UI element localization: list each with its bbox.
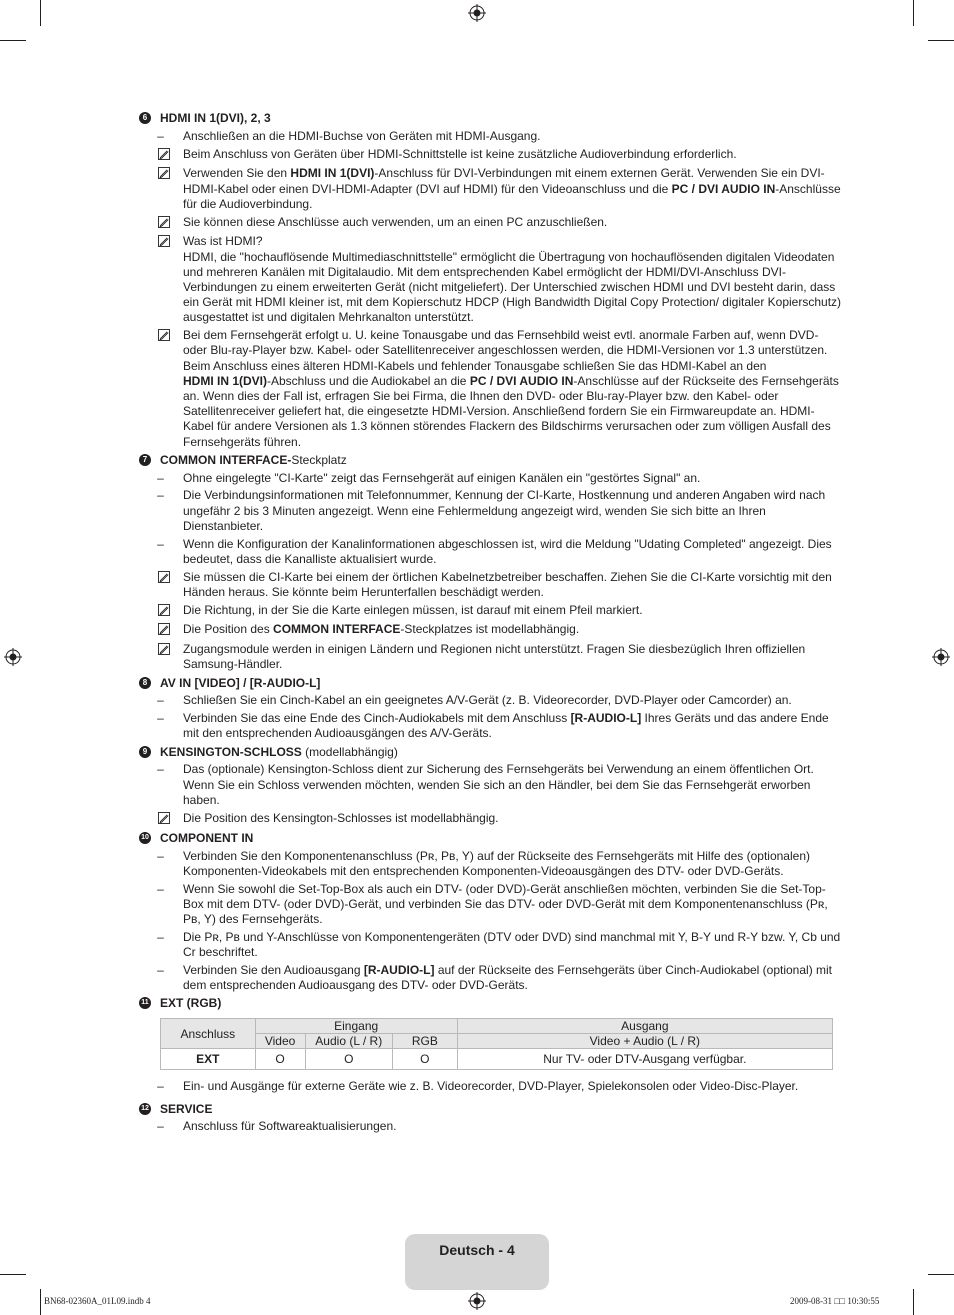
note-icon <box>158 604 170 616</box>
note-item <box>138 622 843 639</box>
section-number-badge: 12 <box>139 1103 151 1115</box>
note-icon <box>158 148 170 160</box>
section-number-badge: 7 <box>139 454 151 466</box>
table-cell-output: Nur TV- oder DTV-Ausgang verfügbar. <box>457 1049 832 1070</box>
list-item <box>138 471 843 486</box>
registration-mark-icon <box>468 4 486 22</box>
note-item <box>138 215 843 232</box>
dash-marker: – <box>157 881 164 896</box>
item-text: Anschließen an die HDMI-Buchse von Geräten mit HDMI-Ausgang. <box>183 128 541 143</box>
section-title: KENSINGTON-SCHLOSS (modellabhängig) <box>160 744 398 759</box>
note-icon <box>158 623 170 635</box>
list-item <box>138 537 843 567</box>
section-heading <box>138 453 843 468</box>
section-title: HDMI IN 1(DVI), 2, 3 <box>160 111 271 125</box>
list-item <box>138 129 843 144</box>
list-item <box>138 762 843 808</box>
note-item <box>138 603 843 620</box>
dash-marker: – <box>157 762 164 777</box>
bold-term: HDMI IN 1(DVI) <box>290 166 375 181</box>
item-text: Bei dem Fernsehgerät erfolgt u. U. keine Tonausgabe und das Fernsehbild weist evtl. anormale Farben auf, wenn DVD- oder Blu-ray-Player bzw. Kabel- oder Satellitenreceiver angeschlossen werden, die HDMI-Versionen vor 1.3 unterstützen. Beim Anschluss eines älteren HDMI-Kabels und fehlender Tonausgabe schließen Sie das HDMI-Kabel an den HDMI IN 1(DVI)-Abschluss und die Audiokabel an die PC / DVI AUDIO IN-Anschlüsse auf der Rückseite des Fernsehgeräts an. Wenn dies der Fall ist, erfragen Sie bei Firma, die Ihnen den DVD- oder Blu-ray-Player bzw. den Kabel- oder Satellitenreceiver geliefert hat, die eingesetzte HDMI-Version. Anschließend fordern Sie ein Firmwareupdate an. HDMI-Kabel für andere Versionen als 1.3 können störendes Flackern des Bildschirms verursachen oder zum völligen Ausfall des Fernsehgeräts führen. <box>183 328 839 449</box>
note-icon <box>158 167 170 179</box>
registration-mark-icon <box>4 648 22 666</box>
table-header-ausgang: Ausgang <box>457 1019 832 1034</box>
note-item <box>138 166 843 212</box>
section-heading <box>138 1102 843 1117</box>
note-icon <box>158 643 170 655</box>
crop-mark <box>913 0 914 26</box>
bold-term: [R-AUDIO-L] <box>570 711 642 726</box>
note-marker <box>138 234 183 251</box>
section-number-badge: 11 <box>139 997 151 1009</box>
print-slug-date: 2009-08-31 □□ 10:30:55 <box>790 1296 880 1306</box>
note-item <box>138 811 843 828</box>
crop-mark <box>928 40 954 41</box>
dash-marker: – <box>157 929 164 944</box>
item-text: Verwenden Sie den HDMI IN 1(DVI)-Anschluss für DVI-Verbindungen mit einem externen Gerät. Verwenden Sie ein DVI-HDMI-Kabel oder einen DVI-HDMI-Adapter (DVI auf HDMI) für den Videoanschluss und die PC / DVI AUDIO IN-Anschlüsse für die Audioverbindung. <box>183 166 841 211</box>
item-text: Das (optionale) Kensington-Schloss dient zur Sicherung des Fernsehgeräts bei Verwendung an einem öffentlichen Ort. Wenn Sie ein Schloss verwenden möchten, wenden Sie sich an den Händler, bei dem Sie das Fernsehgerät erworben haben. <box>183 762 814 807</box>
section-heading <box>138 831 843 846</box>
dash-marker: – <box>157 470 164 485</box>
bold-term: PC / DVI AUDIO IN <box>469 373 574 388</box>
list-item <box>138 488 843 534</box>
note-marker <box>138 642 183 659</box>
ext-rgb-table <box>160 1018 833 1070</box>
list-item <box>138 711 843 741</box>
note-item <box>138 147 843 164</box>
item-text: Ein- und Ausgänge für externe Geräte wie z. B. Videorecorder, DVD-Player, Spielekonsolen oder Video-Disc-Player. <box>183 1079 799 1094</box>
list-item <box>138 963 843 993</box>
crop-mark <box>913 1289 914 1315</box>
table-row-label: EXT <box>161 1049 256 1070</box>
section-number-badge: 10 <box>139 832 151 844</box>
note-item <box>138 328 843 450</box>
item-text: Die Richtung, in der Sie die Karte einlegen müssen, ist darauf mit einem Pfeil markiert. <box>183 602 643 617</box>
note-item <box>138 570 843 600</box>
list-item <box>138 1079 843 1094</box>
dash-marker: – <box>157 962 164 977</box>
item-text: Die Position des COMMON INTERFACE-Steckplatzes ist modellabhängig. <box>183 622 580 637</box>
section-title-suffix: (modellabhängig) <box>301 744 398 759</box>
section-title: AV IN [VIDEO] / [R-AUDIO-L] <box>160 675 321 690</box>
item-text: Die Position des Kensington-Schlosses ist modellabhängig. <box>183 810 499 825</box>
item-text: Verbinden Sie den Audioausgang [R-AUDIO-L] auf der Rückseite des Fernsehgeräts über Cinch-Audiokabel (optional) mit dem entsprechenden Audioausgang des DTV- oder DVD-Geräts. <box>183 962 833 993</box>
section-number-badge: 6 <box>139 112 151 124</box>
table-header-video: Video <box>255 1034 305 1049</box>
note-icon <box>158 235 170 247</box>
dash-marker: – <box>157 711 164 726</box>
section-number-badge: 9 <box>139 746 151 758</box>
note-item <box>138 234 843 325</box>
dash-marker: – <box>157 693 164 708</box>
section-title: SERVICE <box>160 1101 213 1116</box>
list-item <box>138 1119 843 1134</box>
section-title: COMPONENT IN <box>160 830 254 845</box>
item-text: Verbinden Sie das eine Ende des Cinch-Audiokabels mit dem Anschluss [R-AUDIO-L] Ihres Geräts und das andere Ende mit den entsprechenden Audioausgängen des A/V-Geräts. <box>183 711 829 741</box>
note-icon <box>158 329 170 341</box>
list-item <box>138 849 843 879</box>
list-item <box>138 882 843 928</box>
item-text: Die Verbindungsinformationen mit Telefonnummer, Kennung der CI-Karte, Hostkennung und anderen Angaben wird nach ungefähr 2 bis 3 Minuten angezeigt. Wenn eine Fehlermeldung angezeigt wird, wenden Sie sich bitte an Ihren Dienstanbieter. <box>183 488 826 533</box>
note-marker <box>138 215 183 232</box>
crop-mark <box>928 1274 954 1275</box>
item-text: Wenn die Konfiguration der Kanalinformationen abgeschlossen ist, wird die Meldung "Udating Completed" angezeigt. Dies bedeutet, dass die Kanalliste aktualisiert wurde. <box>183 536 832 566</box>
note-marker <box>138 328 183 345</box>
dash-marker: – <box>157 488 164 503</box>
bold-term: [R-AUDIO-L] <box>363 962 435 977</box>
note-item <box>138 642 843 672</box>
note-marker <box>138 603 183 620</box>
registration-mark-icon <box>468 1292 486 1310</box>
note-marker <box>138 570 183 587</box>
crop-mark <box>0 1274 26 1275</box>
table-header-eingang: Eingang <box>255 1019 457 1034</box>
section-title: EXT (RGB) <box>160 996 222 1011</box>
item-text: Zugangsmodule werden in einigen Ländern und Regionen nicht unterstützt. Fragen Sie diesbezüglich Ihren offiziellen Samsung-Händler. <box>183 642 806 672</box>
dash-marker: – <box>157 128 164 143</box>
note-marker <box>138 622 183 639</box>
item-text: Die Pʀ, Pʙ und Y-Anschlüsse von Komponentengeräten (DTV oder DVD) sind manchmal mit Y, B-Y und R-Y bzw. Y, Cb und Cr beschriftet. <box>183 929 841 960</box>
bold-term: PC / DVI AUDIO IN <box>671 181 776 196</box>
note-icon <box>158 216 170 228</box>
item-text: Schließen Sie ein Cinch-Kabel an ein geeignetes A/V-Gerät (z. B. Videorecorder, DVD-Player oder Camcorder) an. <box>183 693 792 708</box>
table-cell-rgb: O <box>393 1049 458 1070</box>
note-icon <box>158 812 170 824</box>
section-heading <box>138 996 843 1011</box>
dash-marker: – <box>157 1119 164 1134</box>
section-heading <box>138 676 843 691</box>
item-text: Beim Anschluss von Geräten über HDMI-Schnittstelle ist keine zusätzliche Audioverbindung erforderlich. <box>183 146 737 161</box>
item-text: Ohne eingelegte "CI-Karte" zeigt das Fernsehgerät auf einigen Kanälen ein "gestörtes Signal" an. <box>183 470 701 485</box>
table-header-rgb: RGB <box>393 1034 458 1049</box>
registration-mark-icon <box>932 648 950 666</box>
dash-marker: – <box>157 848 164 863</box>
print-slug-file: BN68-02360A_01L09.indb 4 <box>44 1296 151 1306</box>
crop-mark <box>40 1289 41 1315</box>
item-text: Was ist HDMI? HDMI, die "hochauflösende Multimediaschnittstelle" ermöglicht die Übertragung von hochauflösenden digitalen Videodaten und mehreren Kanälen mit Digitalaudio. Mit dem entsprechenden Kabel ermöglicht der HDMI/DVI-Anschluss DVI-Verbindungen zu einem erweiterten Gerät (nicht mitgeliefert). Der Unterschied zwischen HDMI und DVI besteht darin, dass ein Gerät mit HDMI kleiner ist, mit dem Kopierschutz HDCP (High Bandwidth Digital Copy Protection/ digitaler Kopierschutz) ausgestattet ist und digitalen Mehrkanalton unterstützt. <box>183 234 842 325</box>
section-title: COMMON INTERFACE-Steckplatz <box>160 452 347 467</box>
section-title-suffix: Steckplatz <box>291 452 347 467</box>
dash-marker: – <box>157 536 164 551</box>
note-marker <box>138 166 183 183</box>
item-text: Sie können diese Anschlüsse auch verwenden, um an einen PC anzuschließen. <box>183 214 608 229</box>
table-header-output: Video + Audio (L / R) <box>457 1034 832 1049</box>
section-number-badge: 8 <box>139 677 151 689</box>
crop-mark <box>0 40 26 41</box>
item-text: Wenn Sie sowohl die Set-Top-Box als auch ein DTV- (oder DVD)-Gerät anschließen möchten, verbinden Sie die Set-Top-Box mit dem DTV- (oder DVD)-Gerät, und verbinden Sie das DTV- oder DVD-Gerät mit dem Komponentenanschluss (Pʀ, Pʙ, Y) des Fernsehgeräts. <box>183 881 828 927</box>
section-heading <box>138 745 843 760</box>
note-marker <box>138 811 183 828</box>
page-number: Deutsch - 4 <box>439 1242 515 1258</box>
note-icon <box>158 571 170 583</box>
table-header-anschluss: Anschluss <box>161 1019 256 1049</box>
item-text: Verbinden Sie den Komponentenanschluss (Pʀ, Pʙ, Y) auf der Rückseite des Fernsehgeräts mit Hilfe des (optionalen) Komponenten-Videokabels mit den entsprechenden Komponenten-Videoausgängen des DTV- oder DVD-Geräts. <box>183 848 810 878</box>
item-text: Sie müssen die CI-Karte bei einem der örtlichen Kabelnetzbetreiber beschaffen. Ziehen Sie die CI-Karte vorsichtig mit den Händen heraus. Sie könnte beim Herunterfallen beschädigt werden. <box>183 569 832 599</box>
crop-mark <box>40 0 41 26</box>
dash-marker: – <box>157 1079 164 1094</box>
bold-term: COMMON INTERFACE <box>273 622 401 637</box>
table-cell-audio: O <box>305 1049 393 1070</box>
item-text: Anschluss für Softwareaktualisierungen. <box>183 1119 397 1134</box>
table-header-audio: Audio (L / R) <box>305 1034 393 1049</box>
list-item <box>138 930 843 960</box>
list-item <box>138 693 843 708</box>
bold-term: HDMI IN 1(DVI) <box>183 373 267 388</box>
manual-content <box>138 111 843 1135</box>
spacer <box>138 1095 843 1099</box>
note-marker <box>138 147 183 164</box>
section-heading <box>138 111 843 126</box>
table-cell-video: O <box>255 1049 305 1070</box>
